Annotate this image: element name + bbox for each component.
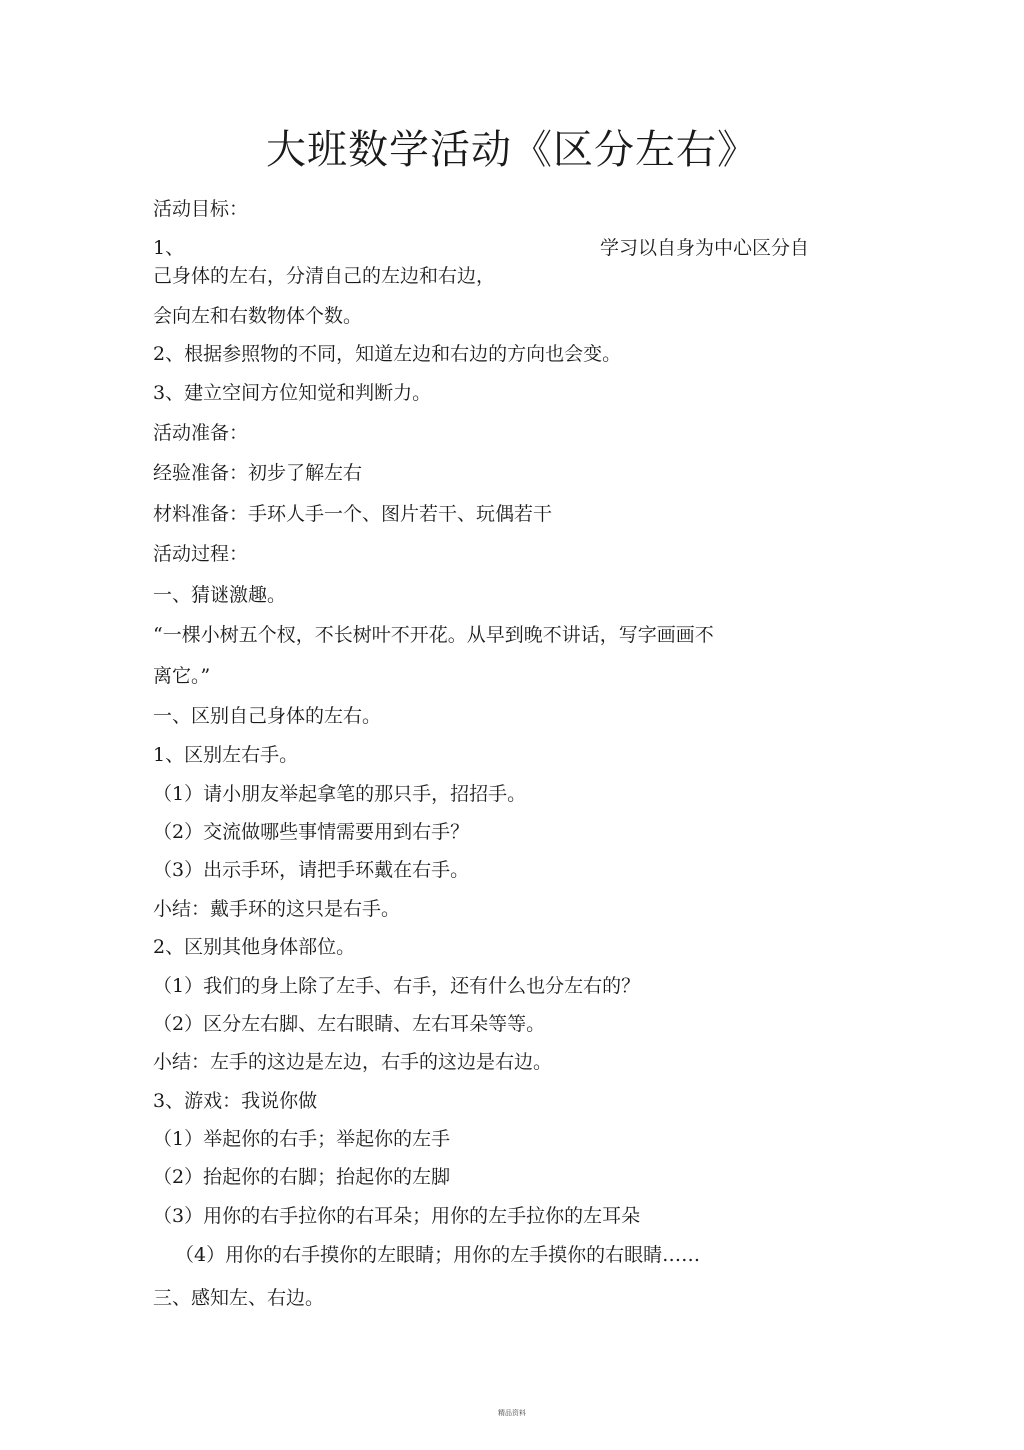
- text-line: 小结：左手的这边是左边，右手的这边是右边。: [153, 1051, 553, 1073]
- text-line: 己身体的左右，分清自己的左边和右边，: [153, 265, 496, 287]
- text-line: 会向左和右数物体个数。: [153, 305, 363, 327]
- text-line: 三、感知左、右边。: [153, 1287, 325, 1309]
- text-line: 2、区别其他身体部位。: [153, 936, 356, 958]
- text-line: 活动过程：: [153, 543, 249, 565]
- text-line: 活动准备：: [153, 422, 249, 444]
- text-line: 3、建立空间方位知觉和判断力。: [153, 382, 432, 404]
- text-line: （1）请小朋友举起拿笔的那只手，招招手。: [153, 783, 527, 805]
- document-title: 大班数学活动《区分左右》: [266, 127, 758, 173]
- text-line: 3、游戏：我说你做: [153, 1090, 318, 1112]
- page-footer: 精品资料: [498, 1409, 526, 1417]
- text-line: （4）用你的右手摸你的左眼睛；用你的左手摸你的右眼睛……: [175, 1244, 701, 1266]
- text-line: （3）出示手环，请把手环戴在右手。: [153, 859, 470, 881]
- text-line: 经验准备：初步了解左右: [153, 462, 363, 484]
- text-line: 小结：戴手环的这只是右手。: [153, 898, 401, 920]
- text-line: 2、根据参照物的不同，知道左边和右边的方向也会变。: [153, 343, 622, 365]
- text-line: 一、猜谜激趣。: [153, 584, 287, 606]
- text-line: 学习以自身为中心区分自: [600, 237, 810, 259]
- text-line: 1、: [153, 237, 185, 259]
- text-line: （2）区分左右脚、左右眼睛、左右耳朵等等。: [153, 1013, 546, 1035]
- text-line: “一棵小树五个杈，不长树叶不开花。从早到晚不讲话，写字画画不: [153, 624, 714, 646]
- text-line: （1）举起你的右手；举起你的左手: [153, 1128, 451, 1150]
- text-line: 一、区别自己身体的左右。: [153, 705, 382, 727]
- text-line: 离它。”: [153, 665, 211, 687]
- text-line: （1）我们的身上除了左手、右手，还有什么也分左右的？: [153, 975, 641, 997]
- text-line: （2）交流做哪些事情需要用到右手？: [153, 821, 470, 843]
- text-line: 1、区别左右手。: [153, 744, 299, 766]
- text-line: （3）用你的右手拉你的右耳朵；用你的左手拉你的左耳朵: [153, 1205, 641, 1227]
- text-line: （2）抬起你的右脚；抬起你的左脚: [153, 1166, 451, 1188]
- text-line: 材料准备：手环人手一个、图片若干、玩偶若干: [153, 503, 553, 525]
- text-line: 活动目标：: [153, 198, 249, 220]
